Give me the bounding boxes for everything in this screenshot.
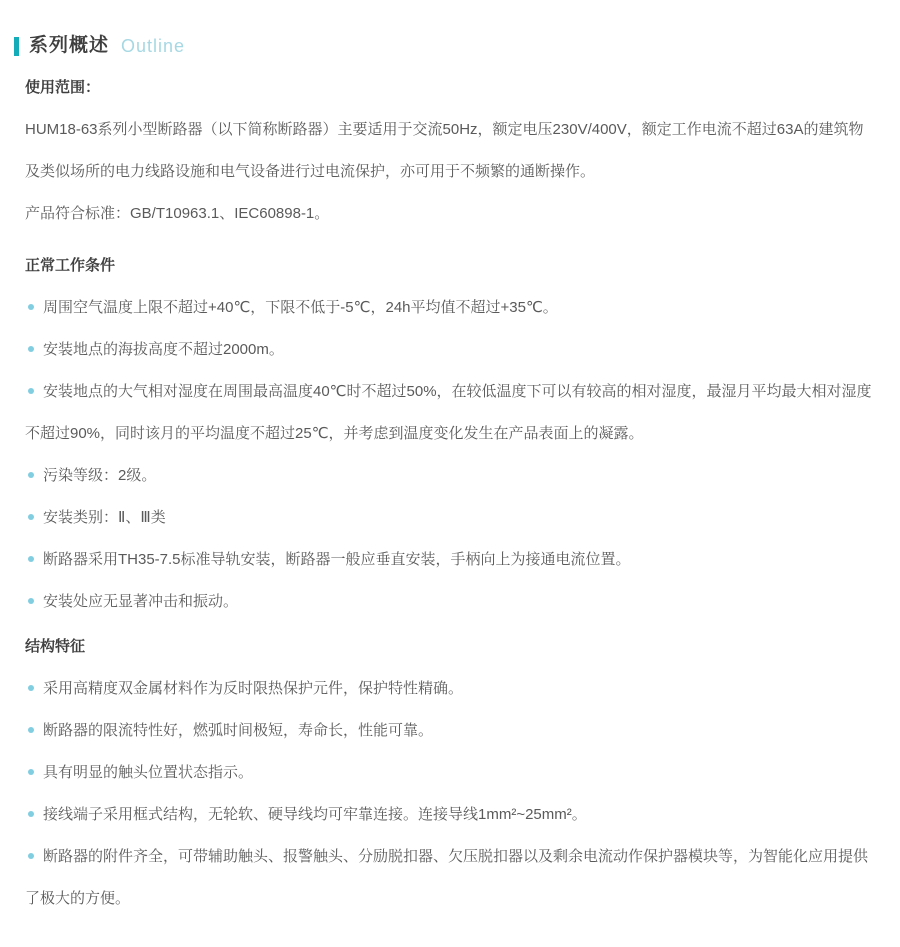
bullet-icon — [28, 853, 34, 859]
list-item-text: 周围空气温度上限不超过+40℃，下限不低于-5℃，24h平均值不超过+35℃。 — [43, 299, 558, 316]
list-item-text: 具有明显的触头位置状态指示。 — [43, 764, 254, 781]
page-subtitle: Outline — [121, 36, 186, 56]
list-item-text: 污染等级：2级。 — [43, 467, 157, 484]
list-item-text: 安装地点的海拔高度不超过2000m。 — [43, 341, 284, 358]
section-title-row — [14, 25, 875, 67]
list-item-text: 安装类别：Ⅱ、Ⅲ类 — [43, 509, 166, 526]
bullet-icon — [28, 388, 34, 394]
working-conditions-heading: 正常工作条件 — [25, 257, 116, 274]
list-item — [25, 581, 875, 623]
list-item — [25, 710, 875, 752]
list-item — [25, 497, 875, 539]
structure-features-list — [25, 668, 875, 920]
bullet-icon — [28, 598, 34, 604]
list-item-text: 断路器的限流特性好，燃弧时间极短，寿命长，性能可靠。 — [43, 722, 434, 739]
bullet-icon — [28, 304, 34, 310]
bullet-icon — [28, 514, 34, 520]
list-item-text: 安装地点的大气相对湿度在周围最高温度40℃时不超过50%，在较低温度下可以有较高的相对湿度，最湿月平均最大相对湿度不超过90%，同时该月的平均温度不超过25℃，并考虑到温度变化发生在产品表面上的凝露。 — [25, 383, 872, 442]
document-content — [14, 67, 875, 920]
list-item-text: 断路器的附件齐全，可带辅助触头、报警触头、分励脱扣器、欠压脱扣器以及剩余电流动作保护器模块等，为智能化应用提供了极大的方便。 — [25, 848, 869, 907]
list-item-text: 采用高精度双金属材料作为反时限热保护元件，保护特性精确。 — [43, 680, 464, 697]
list-item — [25, 836, 875, 920]
list-item — [25, 794, 875, 836]
working-conditions-list — [25, 287, 875, 623]
list-item-text: 接线端子采用框式结构，无轮软、硬导线均可牢靠连接。连接导线1mm²~25mm²。 — [43, 806, 587, 823]
list-item — [25, 329, 875, 371]
list-item — [25, 668, 875, 710]
list-item-text: 安装处应无显著冲击和振动。 — [43, 593, 239, 610]
list-item — [25, 287, 875, 329]
standards-paragraph: 产品符合标准：GB/T10963.1、IEC60898-1。 — [25, 205, 330, 222]
list-item — [25, 455, 875, 497]
bullet-icon — [28, 727, 34, 733]
accent-bar-icon — [14, 37, 19, 56]
usage-scope-heading: 使用范围： — [25, 79, 101, 96]
bullet-icon — [28, 685, 34, 691]
structure-features-heading: 结构特征 — [25, 638, 86, 655]
page-title: 系列概述 — [29, 35, 110, 56]
bullet-icon — [28, 472, 34, 478]
list-item — [25, 371, 875, 455]
bullet-icon — [28, 346, 34, 352]
list-item — [25, 752, 875, 794]
bullet-icon — [28, 769, 34, 775]
bullet-icon — [28, 811, 34, 817]
usage-scope-paragraph: HUM18-63系列小型断路器（以下简称断路器）主要适用于交流50Hz，额定电压230V/400V，额定工作电流不超过63A的建筑物及类似场所的电力线路设施和电气设备进行过电流保护，亦可用于不频繁的通断操作。 — [25, 121, 864, 180]
list-item-text: 断路器采用TH35-7.5标准导轨安装，断路器一般应垂直安装，手柄向上为接通电流位置。 — [43, 551, 631, 568]
list-item — [25, 539, 875, 581]
bullet-icon — [28, 556, 34, 562]
